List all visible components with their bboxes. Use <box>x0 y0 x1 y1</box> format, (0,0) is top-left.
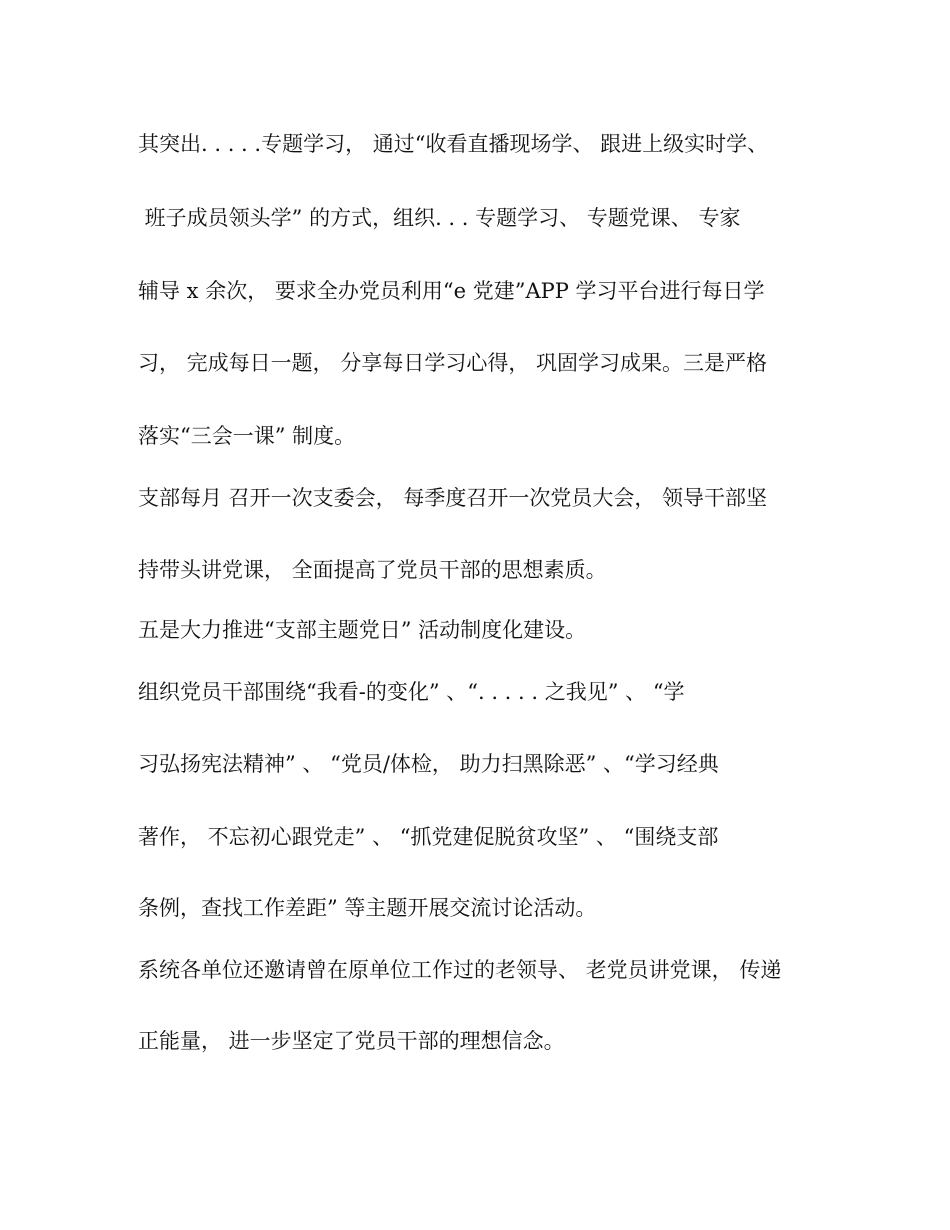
text-line: 班子成员领头学” 的方式，组织. . . 专题学习、 专题党课、 专家 <box>138 206 741 230</box>
text-line: 系统各单位还邀请曾在原单位工作过的老领导、 老党员讲党课， 传递 <box>138 958 782 982</box>
text-line: 支部每月 召开一次支委会， 每季度召开一次党员大会， 领导干部坚 <box>138 486 768 510</box>
text-line: 落实“三会一课” 制度。 <box>138 424 356 448</box>
text-line: 持带头讲党课， 全面提高了党员干部的思想素质。 <box>138 558 607 582</box>
text-line: 其突出. . . . .专题学习， 通过“收看直播现场学、 跟进上级实时学、 <box>138 132 769 156</box>
text-line: 习， 完成每日一题， 分享每日学习心得， 巩固学习成果。三是严格 <box>138 351 768 375</box>
text-line: 组织党员干部围绕“我看-的变化” 、“. . . . . 之我见” 、 “学 <box>138 680 685 704</box>
text-line: 五是大力推进“支部主题党日” 活动制度化建设。 <box>138 618 587 642</box>
text-line: 辅导 x 余次， 要求全办党员利用“e 党建”APP 学习平台进行每日学 <box>138 279 765 303</box>
text-line: 条例，查找工作差距” 等主题开展交流讨论活动。 <box>138 896 597 920</box>
text-line: 正能量， 进一步坚定了党员干部的理想信念。 <box>138 1029 565 1053</box>
text-line: 著作， 不忘初心跟党走” 、 “抓党建促脱贫攻坚” 、 “围绕支部 <box>138 825 719 849</box>
text-line: 习弘扬宪法精神” 、 “党员/体检， 助力扫黑除恶” 、“学习经典 <box>138 752 719 776</box>
